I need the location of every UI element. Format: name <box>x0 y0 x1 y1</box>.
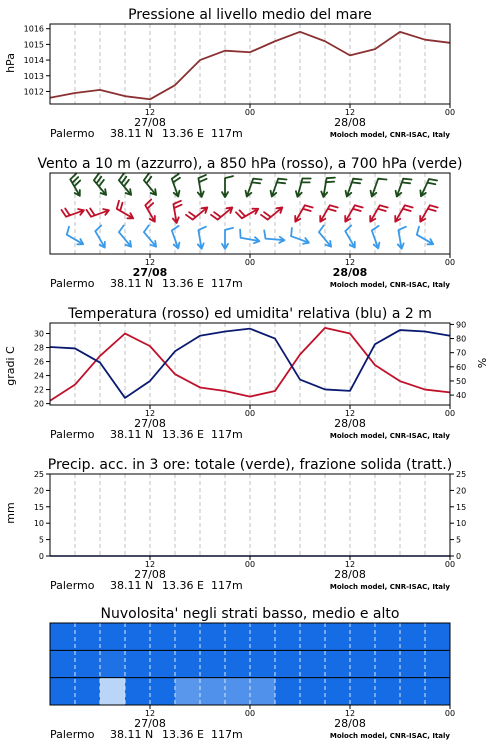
cloud-cell <box>425 623 450 650</box>
x-tick-label: 12 <box>144 108 156 117</box>
x-tick-label: 12 <box>144 560 156 569</box>
cloud-cell <box>200 678 225 705</box>
y-tick-label: 15 <box>456 502 467 512</box>
cloud-cell <box>150 623 175 650</box>
y-tick-label: 25 <box>456 470 467 479</box>
cloud-cell <box>250 623 275 650</box>
wind-barb <box>62 209 84 217</box>
wind-barb <box>320 205 338 221</box>
cloud-cell <box>400 678 425 705</box>
x-tick-label: 12 <box>144 409 156 418</box>
footer-elev: 117m <box>211 579 243 592</box>
panel-title-precip: Precip. acc. in 3 ore: totale (verde), frazione solida (tratt.) <box>47 457 453 473</box>
cloud-cell <box>300 678 325 705</box>
cloud-cell <box>50 678 75 705</box>
cloud-cell <box>375 650 400 677</box>
y-tick-label: 10 <box>33 519 44 529</box>
y-tick-label: 20 <box>33 399 44 409</box>
footer-lat: 38.11 N <box>110 579 154 592</box>
ylabel-temperature-right: % <box>476 357 489 369</box>
cloud-cell <box>125 678 150 705</box>
x-tick-label: 00 <box>244 258 256 267</box>
x-tick-label: 12 <box>344 409 356 418</box>
wind-barb <box>371 179 387 197</box>
footer-location: Palermo <box>50 728 95 741</box>
cloud-cell <box>100 650 125 677</box>
wind-barb <box>420 179 437 196</box>
ylabel-pressure: hPa <box>4 53 17 73</box>
footer-location: Palermo <box>50 127 95 140</box>
y-tick-label: 5 <box>456 535 462 545</box>
footer-elev: 117m <box>211 728 243 741</box>
wind-barb <box>222 228 233 249</box>
x-tick-label: 00 <box>244 560 256 569</box>
date-label: 28/08 <box>334 116 366 129</box>
footer-elev: 117m <box>211 428 243 441</box>
date-label: 28/08 <box>334 568 366 581</box>
cloud-cell <box>175 623 200 650</box>
wind-barb <box>396 179 412 197</box>
cloud-cell <box>375 678 400 705</box>
cloud-cell <box>225 623 250 650</box>
wind-barb <box>296 178 311 196</box>
cloud-cell <box>400 623 425 650</box>
date-label: 27/08 <box>132 266 168 279</box>
wind-barb <box>372 226 380 248</box>
cloud-cell <box>275 650 300 677</box>
date-label: 27/08 <box>134 717 166 730</box>
y-tick-label: 40 <box>456 391 467 401</box>
x-tick-label: 12 <box>344 560 356 569</box>
x-tick-label: 12 <box>344 108 356 117</box>
cloud-cell <box>50 650 75 677</box>
panel-title-clouds: Nuvolosita' negli strati basso, medio e alto <box>100 606 400 622</box>
footer-credit: Moloch model, CNR-ISAC, Italy <box>329 583 450 591</box>
footer-credit: Moloch model, CNR-ISAC, Italy <box>329 281 450 289</box>
date-label: 28/08 <box>334 717 366 730</box>
cloud-cell <box>225 678 250 705</box>
x-tick-label: 12 <box>344 258 356 267</box>
footer-credit: Moloch model, CNR-ISAC, Italy <box>329 432 450 440</box>
wind-barb <box>198 175 207 197</box>
cloud-cell <box>150 650 175 677</box>
cloud-cell <box>175 650 200 677</box>
y-tick-label: 28 <box>33 343 44 353</box>
wind-barb <box>87 209 109 217</box>
cloud-cell <box>425 650 450 677</box>
cloud-cell <box>250 650 275 677</box>
cloud-cell <box>350 623 375 650</box>
cloud-cell <box>425 678 450 705</box>
date-label: 27/08 <box>134 568 166 581</box>
y-tick-label: 1013 <box>23 71 44 81</box>
footer-location: Palermo <box>50 277 95 290</box>
wind-barb <box>186 207 207 219</box>
wind-barb <box>198 227 206 249</box>
cloud-cell <box>350 650 375 677</box>
x-tick-label: 00 <box>244 108 256 117</box>
footer-lat: 38.11 N <box>110 428 154 441</box>
cloud-cell <box>300 623 325 650</box>
wind-barb <box>271 179 287 197</box>
wind-barb <box>370 205 388 221</box>
y-tick-label: 80 <box>456 334 467 344</box>
cloud-cell <box>150 678 175 705</box>
cloud-cell <box>50 623 75 650</box>
y-tick-label: 25 <box>33 470 44 479</box>
y-tick-label: 26 <box>33 357 44 367</box>
wind-barb <box>420 205 438 221</box>
cloud-cell <box>225 650 250 677</box>
cloud-cell <box>325 678 350 705</box>
wind-barb <box>261 207 282 219</box>
x-tick-label: 12 <box>344 709 356 718</box>
cloud-cell <box>275 678 300 705</box>
wind-barb <box>172 226 180 248</box>
footer-lat: 38.11 N <box>110 728 154 741</box>
cloud-cell <box>250 678 275 705</box>
wind-barb <box>395 205 413 221</box>
footer-lon: 13.36 E <box>162 277 204 290</box>
x-tick-label: 00 <box>244 709 256 718</box>
y-tick-label: 60 <box>456 362 467 372</box>
cloud-cells <box>50 623 450 705</box>
y-tick-label: 20 <box>456 486 467 496</box>
y-tick-label: 1014 <box>23 56 44 66</box>
y-tick-label: 10 <box>456 519 467 529</box>
wind-barb <box>172 174 180 197</box>
y-tick-label: 30 <box>33 329 44 339</box>
footer-credit: Moloch model, CNR-ISAC, Italy <box>329 131 450 139</box>
y-tick-label: 0 <box>456 552 462 561</box>
cloud-cell <box>75 650 100 677</box>
cloud-cell <box>275 623 300 650</box>
x-tick-label: 00 <box>244 409 256 418</box>
cloud-cell <box>75 623 100 650</box>
cloud-cell <box>375 623 400 650</box>
x-tick-label: 00 <box>444 108 456 117</box>
x-tick-label: 00 <box>444 409 456 418</box>
panel-title-wind: Vento a 10 m (azzurro), a 850 hPa (rosso), a 700 hPa (verde) <box>37 156 463 172</box>
footer-elev: 117m <box>211 277 243 290</box>
wind-barb <box>321 178 335 197</box>
panel-frame <box>50 474 450 556</box>
ylabel-precip: mm <box>4 502 17 524</box>
footer-lat: 38.11 N <box>110 127 154 140</box>
wind-barb <box>173 201 182 223</box>
panel-title-temperature: Temperatura (rosso) ed umidita' relativa (blu) a 2 m <box>68 306 432 322</box>
date-label: 28/08 <box>332 266 368 279</box>
y-tick-label: 15 <box>33 502 44 512</box>
y-tick-label: 70 <box>456 348 467 358</box>
x-tick-label: 00 <box>444 709 456 718</box>
y-tick-label: 90 <box>456 320 467 330</box>
wind-barb <box>346 179 362 197</box>
footer-credit: Moloch model, CNR-ISAC, Italy <box>329 732 450 740</box>
footer-lon: 13.36 E <box>162 127 204 140</box>
wind-barb <box>345 205 363 221</box>
cloud-cell <box>175 678 200 705</box>
cloud-cell <box>400 650 425 677</box>
y-tick-label: 5 <box>38 535 44 545</box>
wind-barb <box>236 209 258 219</box>
panel-title-pressure: Pressione al livello medio del mare <box>128 7 372 23</box>
cloud-cell <box>75 678 100 705</box>
footer-lon: 13.36 E <box>162 428 204 441</box>
x-tick-label: 00 <box>444 560 456 569</box>
y-tick-label: 1016 <box>23 24 44 34</box>
cloud-cell <box>125 623 150 650</box>
footer-lon: 13.36 E <box>162 579 204 592</box>
x-tick-label: 12 <box>144 709 156 718</box>
ylabel-temperature: gradi C <box>4 346 17 386</box>
wind-barb <box>295 205 313 221</box>
cloud-cell <box>350 678 375 705</box>
wind-barb <box>264 230 284 242</box>
footer-location: Palermo <box>50 579 95 592</box>
wind-barb <box>398 227 406 249</box>
y-tick-label: 1012 <box>23 87 44 97</box>
cloud-cell <box>325 650 350 677</box>
wind-barb <box>211 207 232 219</box>
cloud-cell <box>100 678 125 705</box>
footer-lon: 13.36 E <box>162 728 204 741</box>
cloud-cell <box>125 650 150 677</box>
y-tick-label: 22 <box>33 385 44 395</box>
cloud-cell <box>100 623 125 650</box>
date-label: 28/08 <box>334 417 366 430</box>
wind-barb <box>222 176 233 197</box>
cloud-cell <box>300 650 325 677</box>
x-tick-label: 00 <box>444 258 456 267</box>
y-tick-label: 1015 <box>23 40 44 50</box>
footer-elev: 117m <box>211 127 243 140</box>
footer-location: Palermo <box>50 428 95 441</box>
y-tick-label: 0 <box>38 552 44 561</box>
footer-lat: 38.11 N <box>110 277 154 290</box>
date-label: 27/08 <box>134 417 166 430</box>
cloud-cell <box>200 650 225 677</box>
y-tick-label: 50 <box>456 376 467 386</box>
x-tick-label: 12 <box>144 258 156 267</box>
date-label: 27/08 <box>134 116 166 129</box>
cloud-cell <box>200 623 225 650</box>
y-tick-label: 24 <box>33 371 44 381</box>
wind-barb <box>246 179 262 197</box>
y-tick-label: 20 <box>33 486 44 496</box>
cloud-cell <box>325 623 350 650</box>
